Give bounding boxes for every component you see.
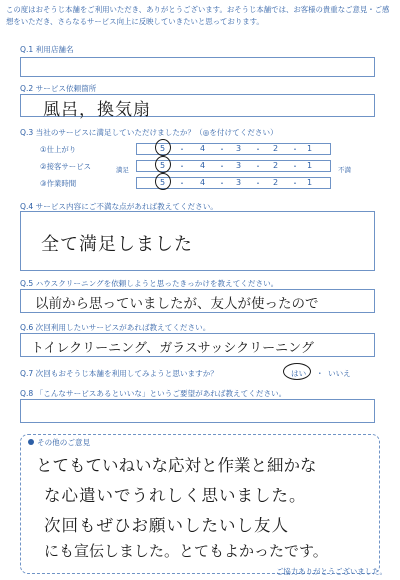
yes-option[interactable]: はい — [291, 369, 307, 378]
rating-separator: ・ — [254, 162, 262, 171]
other-line-4: にも宣伝しました。とてもよかったです。 — [44, 542, 328, 560]
rating-option[interactable]: 1 — [307, 178, 313, 187]
rating-option[interactable]: 4 — [200, 178, 206, 187]
rating-selected-circle — [155, 139, 171, 156]
other-title-text: その他のご意見 — [37, 438, 91, 447]
answer-5-text: 以前から思っていましたが、友人が使ったので — [35, 296, 319, 312]
rating-row-label: ①仕上がり — [40, 145, 77, 154]
thanks-text: ご協力ありがとうございました。 — [276, 567, 387, 576]
rating-option[interactable]: 5 — [160, 144, 166, 153]
rating-selected-circle — [155, 156, 171, 173]
rating-separator: ・ — [291, 162, 299, 171]
rating-option[interactable]: 5 — [160, 161, 166, 170]
answer-box-2[interactable] — [20, 94, 375, 120]
rating-option[interactable]: 4 — [200, 144, 206, 153]
other-line-1: とてもていねいな応対と作業と細かな — [36, 456, 317, 475]
rating-separator: ・ — [218, 179, 226, 188]
rating-option[interactable]: 2 — [273, 178, 279, 187]
answer-box-6[interactable] — [20, 333, 375, 357]
rating-option[interactable]: 1 — [307, 144, 313, 153]
rating-option[interactable]: 2 — [273, 144, 279, 153]
dissatisfied-label: 不満 — [338, 166, 351, 174]
rating-separator: ・ — [254, 179, 262, 188]
rating-separator: ・ — [218, 145, 226, 154]
rating-option[interactable]: 4 — [200, 161, 206, 170]
question-3: Q.3 当社のサービスに満足していただけましたか？（◎を付けてください） — [20, 128, 278, 137]
answer-2-text: 風呂，換気扇 — [43, 100, 151, 120]
question-2: Q.2 サービス依頼箇所 — [20, 84, 97, 93]
separator-dot: ・ — [316, 369, 324, 378]
question-1: Q.1 利用店舗名 — [20, 45, 74, 54]
rating-separator: ・ — [254, 145, 262, 154]
rating-selected-circle — [155, 173, 171, 190]
other-comments-title — [28, 437, 90, 448]
rating-separator: ・ — [178, 145, 186, 154]
intro-text: この度はおそうじ本舗をご利用いただき、ありがとうございます。おそうじ本舗では、お客様の貴重なご意見・ご感想をいただき、さらなるサービス向上に反映していきたいと思っております。 — [6, 5, 390, 26]
rating-option[interactable]: 5 — [160, 178, 166, 187]
rating-separator: ・ — [218, 162, 226, 171]
question-5: Q.5 ハウスクリーニングを依頼しようと思ったきっかけを教えてください。 — [20, 279, 279, 288]
answer-box-1[interactable] — [20, 57, 375, 77]
question-4: Q.4 サービス内容にご不満な点があれば教えてください。 — [20, 202, 218, 211]
answer-box-4[interactable] — [20, 211, 375, 271]
answer-box-8[interactable] — [20, 399, 375, 423]
rating-row-label: ②接客サービス — [40, 162, 91, 171]
no-option[interactable]: いいえ — [328, 369, 351, 378]
question-7: Q.7 次回もおそうじ本舗を利用してみようと思いますか？ — [20, 369, 218, 378]
rating-separator: ・ — [291, 145, 299, 154]
rating-row-label: ③作業時間 — [40, 179, 77, 188]
rating-separator: ・ — [178, 162, 186, 171]
rating-separator: ・ — [291, 179, 299, 188]
rating-option[interactable]: 3 — [236, 161, 242, 170]
answer-6-text: トイレクリーニング、ガラスサッシクリーニング — [31, 341, 314, 356]
satisfied-label: 満足 — [116, 166, 129, 174]
rating-option[interactable]: 3 — [236, 144, 242, 153]
yes-selected-circle — [283, 363, 311, 380]
other-line-3: 次回もぜひお願いしたいし友人 — [44, 516, 289, 535]
rating-option[interactable]: 1 — [307, 161, 313, 170]
rating-option[interactable]: 2 — [273, 161, 279, 170]
answer-box-5[interactable] — [20, 289, 375, 313]
rating-option[interactable]: 3 — [236, 178, 242, 187]
answer-4-text: 全て満足しました — [41, 234, 193, 255]
question-6: Q.6 次回利用したいサービスがあれば教えてください。 — [20, 323, 211, 332]
bullet-dot-icon — [28, 439, 34, 445]
rating-separator: ・ — [178, 179, 186, 188]
question-8: Q.8 「こんなサービスあるといいな」というご要望があれば教えてください。 — [20, 389, 287, 398]
other-line-2: な心遣いでうれしく思いました。 — [44, 486, 307, 505]
